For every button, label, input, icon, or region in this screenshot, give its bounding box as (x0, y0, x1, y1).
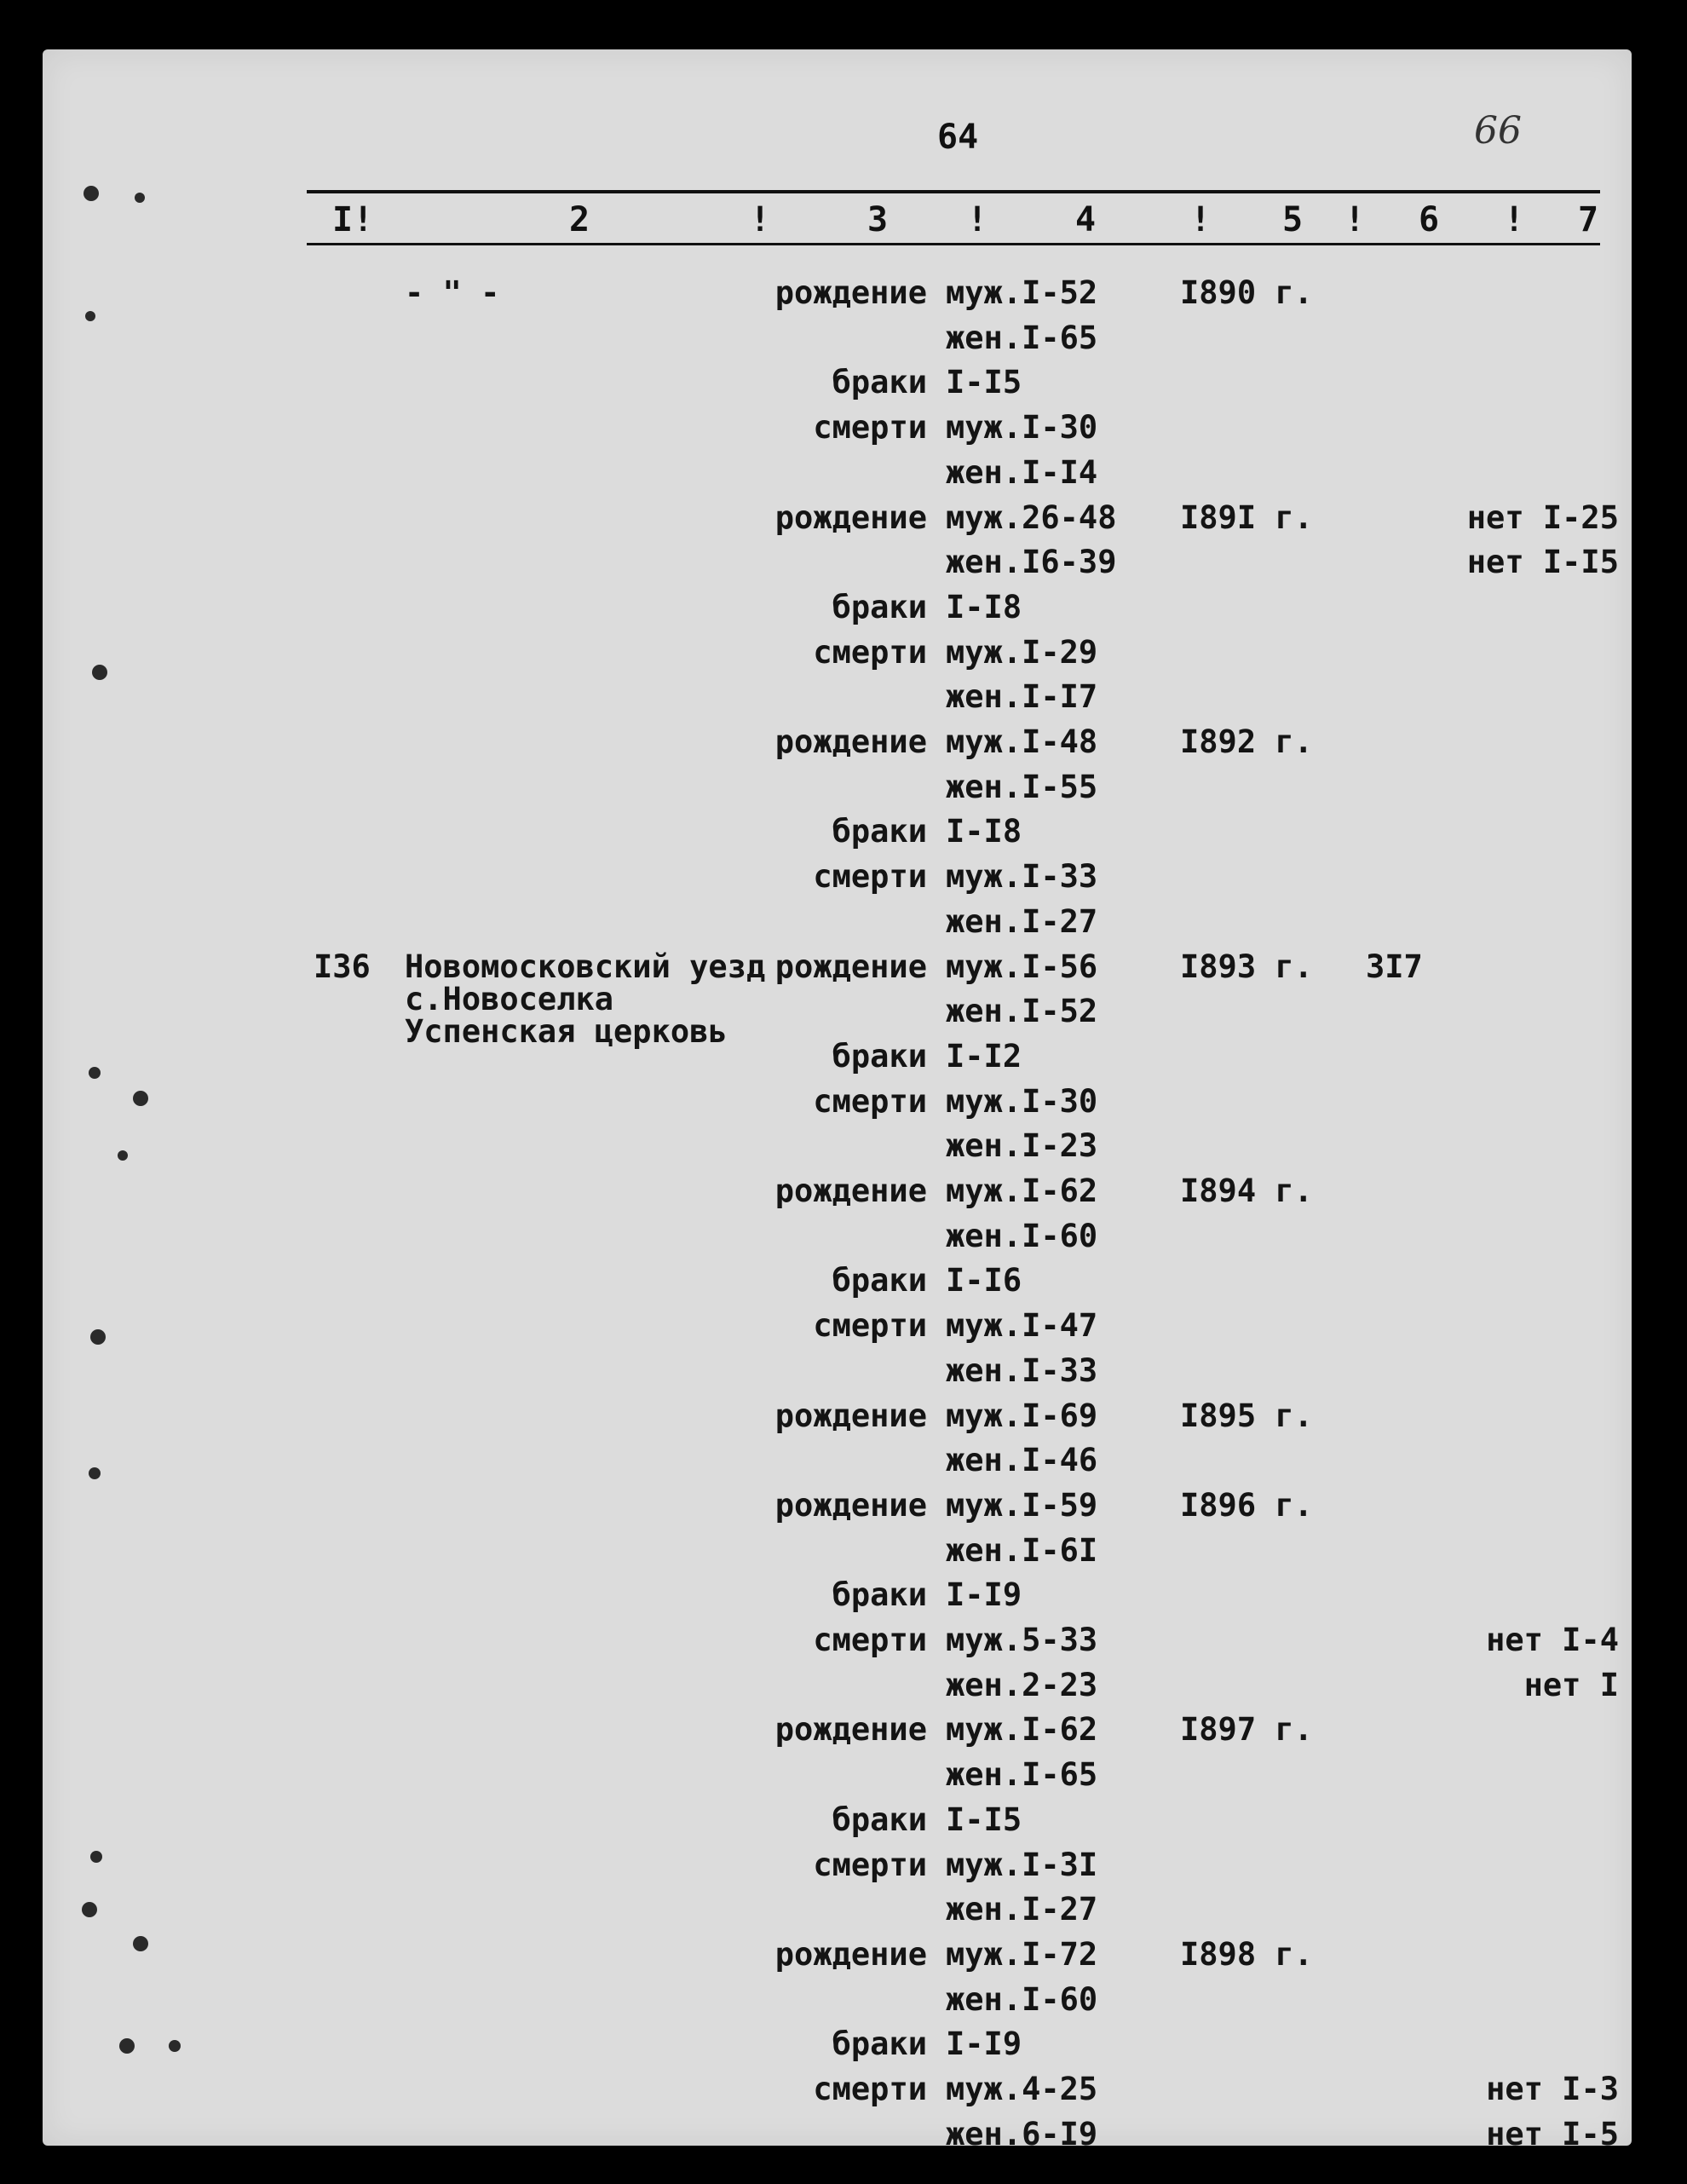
cell-col-4: муж.I-52 (946, 274, 1098, 311)
header-top-rule (307, 190, 1600, 193)
column-header-10: 6 (1419, 200, 1440, 239)
binder-hole (133, 1936, 148, 1951)
cell-col-3: смерти (813, 858, 927, 895)
cell-col-4: жен.I-60 (946, 1218, 1098, 1254)
cell-col-3: браки (832, 1262, 927, 1299)
cell-col-7: нет I-25 (1466, 499, 1619, 536)
cell-col-5: I896 г. (1180, 1487, 1313, 1524)
cell-col-3: рождение (774, 948, 927, 985)
cell-col-4: муж.I-69 (946, 1397, 1098, 1434)
cell-col-4: муж.I-62 (946, 1173, 1098, 1209)
cell-col-4: жен.I6-39 (946, 544, 1117, 580)
header-bottom-rule (307, 243, 1600, 245)
cell-col-3: рождение (774, 274, 927, 311)
cell-col-4: жен.2-23 (946, 1667, 1098, 1703)
page-annotation: 66 (1474, 109, 1522, 153)
column-header-9: ! (1344, 200, 1366, 239)
cell-col-5: I892 г. (1180, 723, 1313, 760)
binder-hole (82, 1902, 97, 1917)
cell-col-6: 3I7 (1366, 948, 1423, 985)
binder-hole (169, 2040, 181, 2052)
binder-hole (89, 1467, 101, 1479)
cell-col-4: жен.I-52 (946, 993, 1098, 1029)
column-header-12: 7 (1578, 200, 1599, 239)
cell-col-5: I893 г. (1180, 948, 1313, 985)
cell-col-4: I-I5 (946, 1801, 1022, 1838)
cell-col-3: браки (832, 364, 927, 400)
cell-col-3: рождение (774, 1173, 927, 1209)
binder-hole (89, 1067, 101, 1079)
cell-col-4: жен.6-I9 (946, 2116, 1098, 2152)
cell-col-7: нет I-3 (1486, 2071, 1619, 2107)
cell-col-4: I-I8 (946, 589, 1022, 625)
cell-col-4: жен.I-27 (946, 1891, 1098, 1928)
column-header-7: ! (1190, 200, 1212, 239)
binder-hole (92, 665, 107, 680)
cell-col-4: муж.5-33 (946, 1622, 1098, 1658)
cell-col-3: смерти (813, 1847, 927, 1883)
binder-hole (133, 1091, 148, 1106)
binder-hole (119, 2038, 135, 2054)
cell-col-2: Новомосковский уезд с.Новоселка Успенская церковь (405, 948, 766, 1050)
page-number: 64 (937, 118, 979, 157)
cell-col-7: нет I-5 (1486, 2116, 1619, 2152)
cell-col-7: нет I-I5 (1466, 544, 1619, 580)
binder-hole (83, 186, 99, 201)
cell-col-4: муж.I-59 (946, 1487, 1098, 1524)
cell-col-4: муж.4-25 (946, 2071, 1098, 2107)
cell-col-4: I-I9 (946, 2026, 1022, 2062)
binder-hole (135, 193, 145, 203)
cell-col-7: нет I (1523, 1667, 1619, 1703)
column-header-11: ! (1504, 200, 1525, 239)
cell-col-4: жен.I-60 (946, 1981, 1098, 2018)
cell-col-5: I890 г. (1180, 274, 1313, 311)
cell-col-4: жен.I-55 (946, 769, 1098, 805)
cell-col-3: рождение (774, 1397, 927, 1434)
cell-col-3: рождение (774, 499, 927, 536)
cell-col-4: муж.26-48 (946, 499, 1117, 536)
cell-col-3: браки (832, 589, 927, 625)
cell-col-3: рождение (774, 1487, 927, 1524)
cell-col-4: муж.I-33 (946, 858, 1098, 895)
cell-col-4: I-I8 (946, 813, 1022, 850)
cell-col-3: рождение (774, 723, 927, 760)
cell-col-4: муж.I-29 (946, 634, 1098, 671)
cell-col-3: рождение (774, 1936, 927, 1973)
cell-col-4: жен.I-65 (946, 320, 1098, 356)
binder-hole (85, 311, 95, 321)
cell-col-4: жен.I-6I (946, 1532, 1098, 1569)
cell-col-4: муж.I-47 (946, 1307, 1098, 1344)
cell-col-1: I36 (314, 948, 371, 985)
cell-col-4: муж.I-72 (946, 1936, 1098, 1973)
cell-col-3: браки (832, 813, 927, 850)
cell-col-5: I898 г. (1180, 1936, 1313, 1973)
cell-col-4: муж.I-56 (946, 948, 1098, 985)
cell-col-4: муж.I-3I (946, 1847, 1098, 1883)
cell-col-4: муж.I-48 (946, 723, 1098, 760)
cell-col-4: I-I6 (946, 1262, 1022, 1299)
cell-col-3: браки (832, 1801, 927, 1838)
cell-col-4: I-I2 (946, 1038, 1022, 1075)
cell-col-2: - " - (405, 274, 500, 311)
cell-col-4: жен.I-23 (946, 1127, 1098, 1164)
cell-col-4: жен.I-33 (946, 1352, 1098, 1389)
column-header-3: ! (750, 200, 771, 239)
cell-col-4: жен.I-27 (946, 903, 1098, 940)
cell-col-3: смерти (813, 2071, 927, 2107)
column-header-5: ! (967, 200, 988, 239)
binder-hole (90, 1851, 102, 1863)
cell-col-3: смерти (813, 1622, 927, 1658)
cell-col-4: жен.I-65 (946, 1756, 1098, 1793)
cell-col-5: I895 г. (1180, 1397, 1313, 1434)
cell-col-5: I897 г. (1180, 1711, 1313, 1748)
cell-col-4: муж.I-30 (946, 1083, 1098, 1120)
binder-hole (118, 1150, 128, 1161)
cell-col-3: смерти (813, 1083, 927, 1120)
cell-col-7: нет I-4 (1486, 1622, 1619, 1658)
cell-col-4: I-I9 (946, 1576, 1022, 1613)
cell-col-3: браки (832, 2026, 927, 2062)
column-header-1: I! (332, 200, 374, 239)
cell-col-3: рождение (774, 1711, 927, 1748)
cell-col-5: I894 г. (1180, 1173, 1313, 1209)
cell-col-3: браки (832, 1038, 927, 1075)
column-header-4: 3 (867, 200, 889, 239)
cell-col-4: жен.I-46 (946, 1442, 1098, 1478)
cell-col-3: смерти (813, 1307, 927, 1344)
column-header-2: 2 (569, 200, 590, 239)
cell-col-4: муж.I-30 (946, 409, 1098, 446)
cell-col-3: смерти (813, 634, 927, 671)
cell-col-4: жен.I-I4 (946, 454, 1098, 491)
cell-col-4: муж.I-62 (946, 1711, 1098, 1748)
cell-col-3: смерти (813, 409, 927, 446)
cell-col-4: жен.I-I7 (946, 678, 1098, 715)
column-header-8: 5 (1282, 200, 1304, 239)
cell-col-4: I-I5 (946, 364, 1022, 400)
column-header-6: 4 (1075, 200, 1097, 239)
cell-col-3: браки (832, 1576, 927, 1613)
binder-hole (90, 1329, 106, 1345)
cell-col-5: I89I г. (1180, 499, 1313, 536)
